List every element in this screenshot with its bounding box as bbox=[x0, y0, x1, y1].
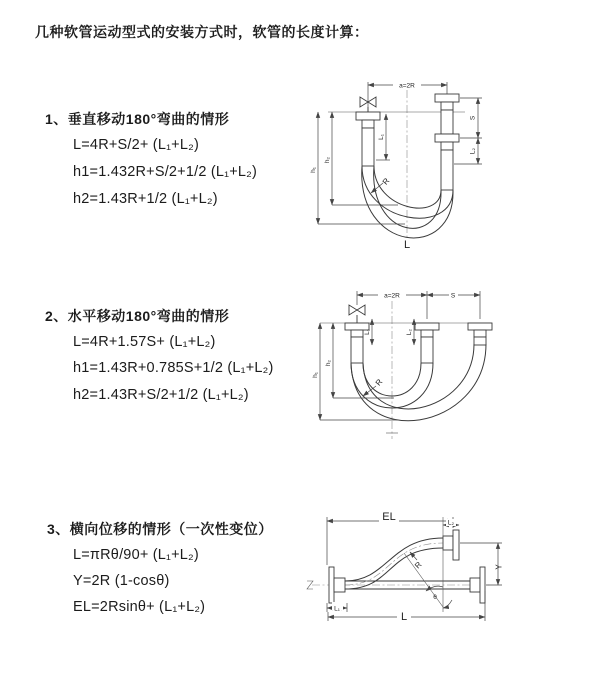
section3-formula-Y: Y=2R (1-cosθ) bbox=[73, 573, 170, 589]
d1-label-l2: L₂ bbox=[469, 147, 477, 155]
section2-heading: 2、水平移动180°弯曲的情形 bbox=[45, 308, 230, 324]
d2-label-r: R bbox=[373, 377, 385, 388]
diagram-lateral-displacement bbox=[300, 505, 600, 665]
section3-formula-EL: EL=2Rsinθ+ (L₁+L₂) bbox=[73, 599, 206, 615]
section3-heading: 3、横向位移的情形（一次性变位） bbox=[47, 521, 273, 537]
d2-label-h1: h₁ bbox=[312, 372, 319, 378]
section3-formula-L: L=πRθ/90+ (L₁+L₂) bbox=[73, 547, 199, 563]
d3-dimension-lines bbox=[327, 517, 502, 621]
d3-label-el: EL bbox=[382, 511, 396, 523]
d3-label-l2: L₂ bbox=[447, 519, 455, 527]
d2-label-s: S bbox=[450, 292, 456, 300]
d3-upper-flange bbox=[443, 530, 459, 560]
d2-left-pipe-flange bbox=[345, 323, 369, 363]
d3-right-flange bbox=[470, 567, 485, 603]
d1-left-pipe-flange bbox=[356, 112, 380, 166]
d3-label-r: R bbox=[413, 560, 424, 571]
d2-label-l2: L₂ bbox=[406, 328, 413, 336]
d2-valve-icon bbox=[349, 305, 365, 323]
d1-label-l: L bbox=[403, 239, 411, 251]
d3-label-theta: θ bbox=[433, 594, 437, 601]
d1-label-r: R bbox=[380, 176, 392, 187]
section1-formula-L: L=4R+S/2+ (L₁+L₂) bbox=[73, 137, 199, 153]
diagram-horizontal-180-bend bbox=[310, 283, 600, 458]
d1-label-l1: L₁ bbox=[378, 134, 385, 140]
d3-label-l1: L₁ bbox=[334, 605, 340, 613]
diagram-vertical-180-bend bbox=[310, 72, 600, 262]
section2-formula-L: L=4R+1.57S+ (L₁+L₂) bbox=[73, 334, 216, 350]
d1-label-a2r: a=2R bbox=[399, 82, 415, 90]
d3-angle-construction bbox=[404, 517, 452, 612]
d1-right-pipe-flange bbox=[435, 94, 459, 190]
d1-dimension-lines bbox=[318, 82, 482, 224]
d1-label-h2: h₂ bbox=[324, 156, 331, 164]
d1-label-s: S bbox=[469, 115, 477, 121]
d2-right-pipe-flange bbox=[468, 323, 492, 345]
d3-left-flange bbox=[329, 567, 345, 603]
d2-hose-curves bbox=[351, 344, 486, 421]
d3-label-l: L bbox=[400, 611, 408, 623]
d2-dimension-lines bbox=[320, 291, 480, 433]
d2-label-a2r: a=2R bbox=[384, 292, 400, 300]
d2-label-h2: h₂ bbox=[325, 359, 332, 367]
section1-formula-h1: h1=1.432R+S/2+1/2 (L₁+L₂) bbox=[73, 164, 258, 180]
d1-label-h1: h₁ bbox=[310, 167, 317, 173]
d1-hose-curves bbox=[362, 166, 453, 238]
section1-heading: 1、垂直移动180°弯曲的情形 bbox=[45, 111, 230, 127]
d2-middle-pipe-flange bbox=[415, 323, 439, 363]
d2-label-l1: L₁ bbox=[364, 329, 371, 335]
section2-formula-h2: h2=1.43R+S/2+1/2 (L₁+L₂) bbox=[73, 387, 249, 403]
d3-label-y: Y bbox=[494, 564, 504, 570]
page-title: 几种软管运动型式的安装方式时，软管的长度计算： bbox=[35, 24, 369, 40]
section2-formula-h1: h1=1.43R+0.785S+1/2 (L₁+L₂) bbox=[73, 360, 274, 376]
section1-formula-h2: h2=1.43R+1/2 (L₁+L₂) bbox=[73, 191, 218, 207]
